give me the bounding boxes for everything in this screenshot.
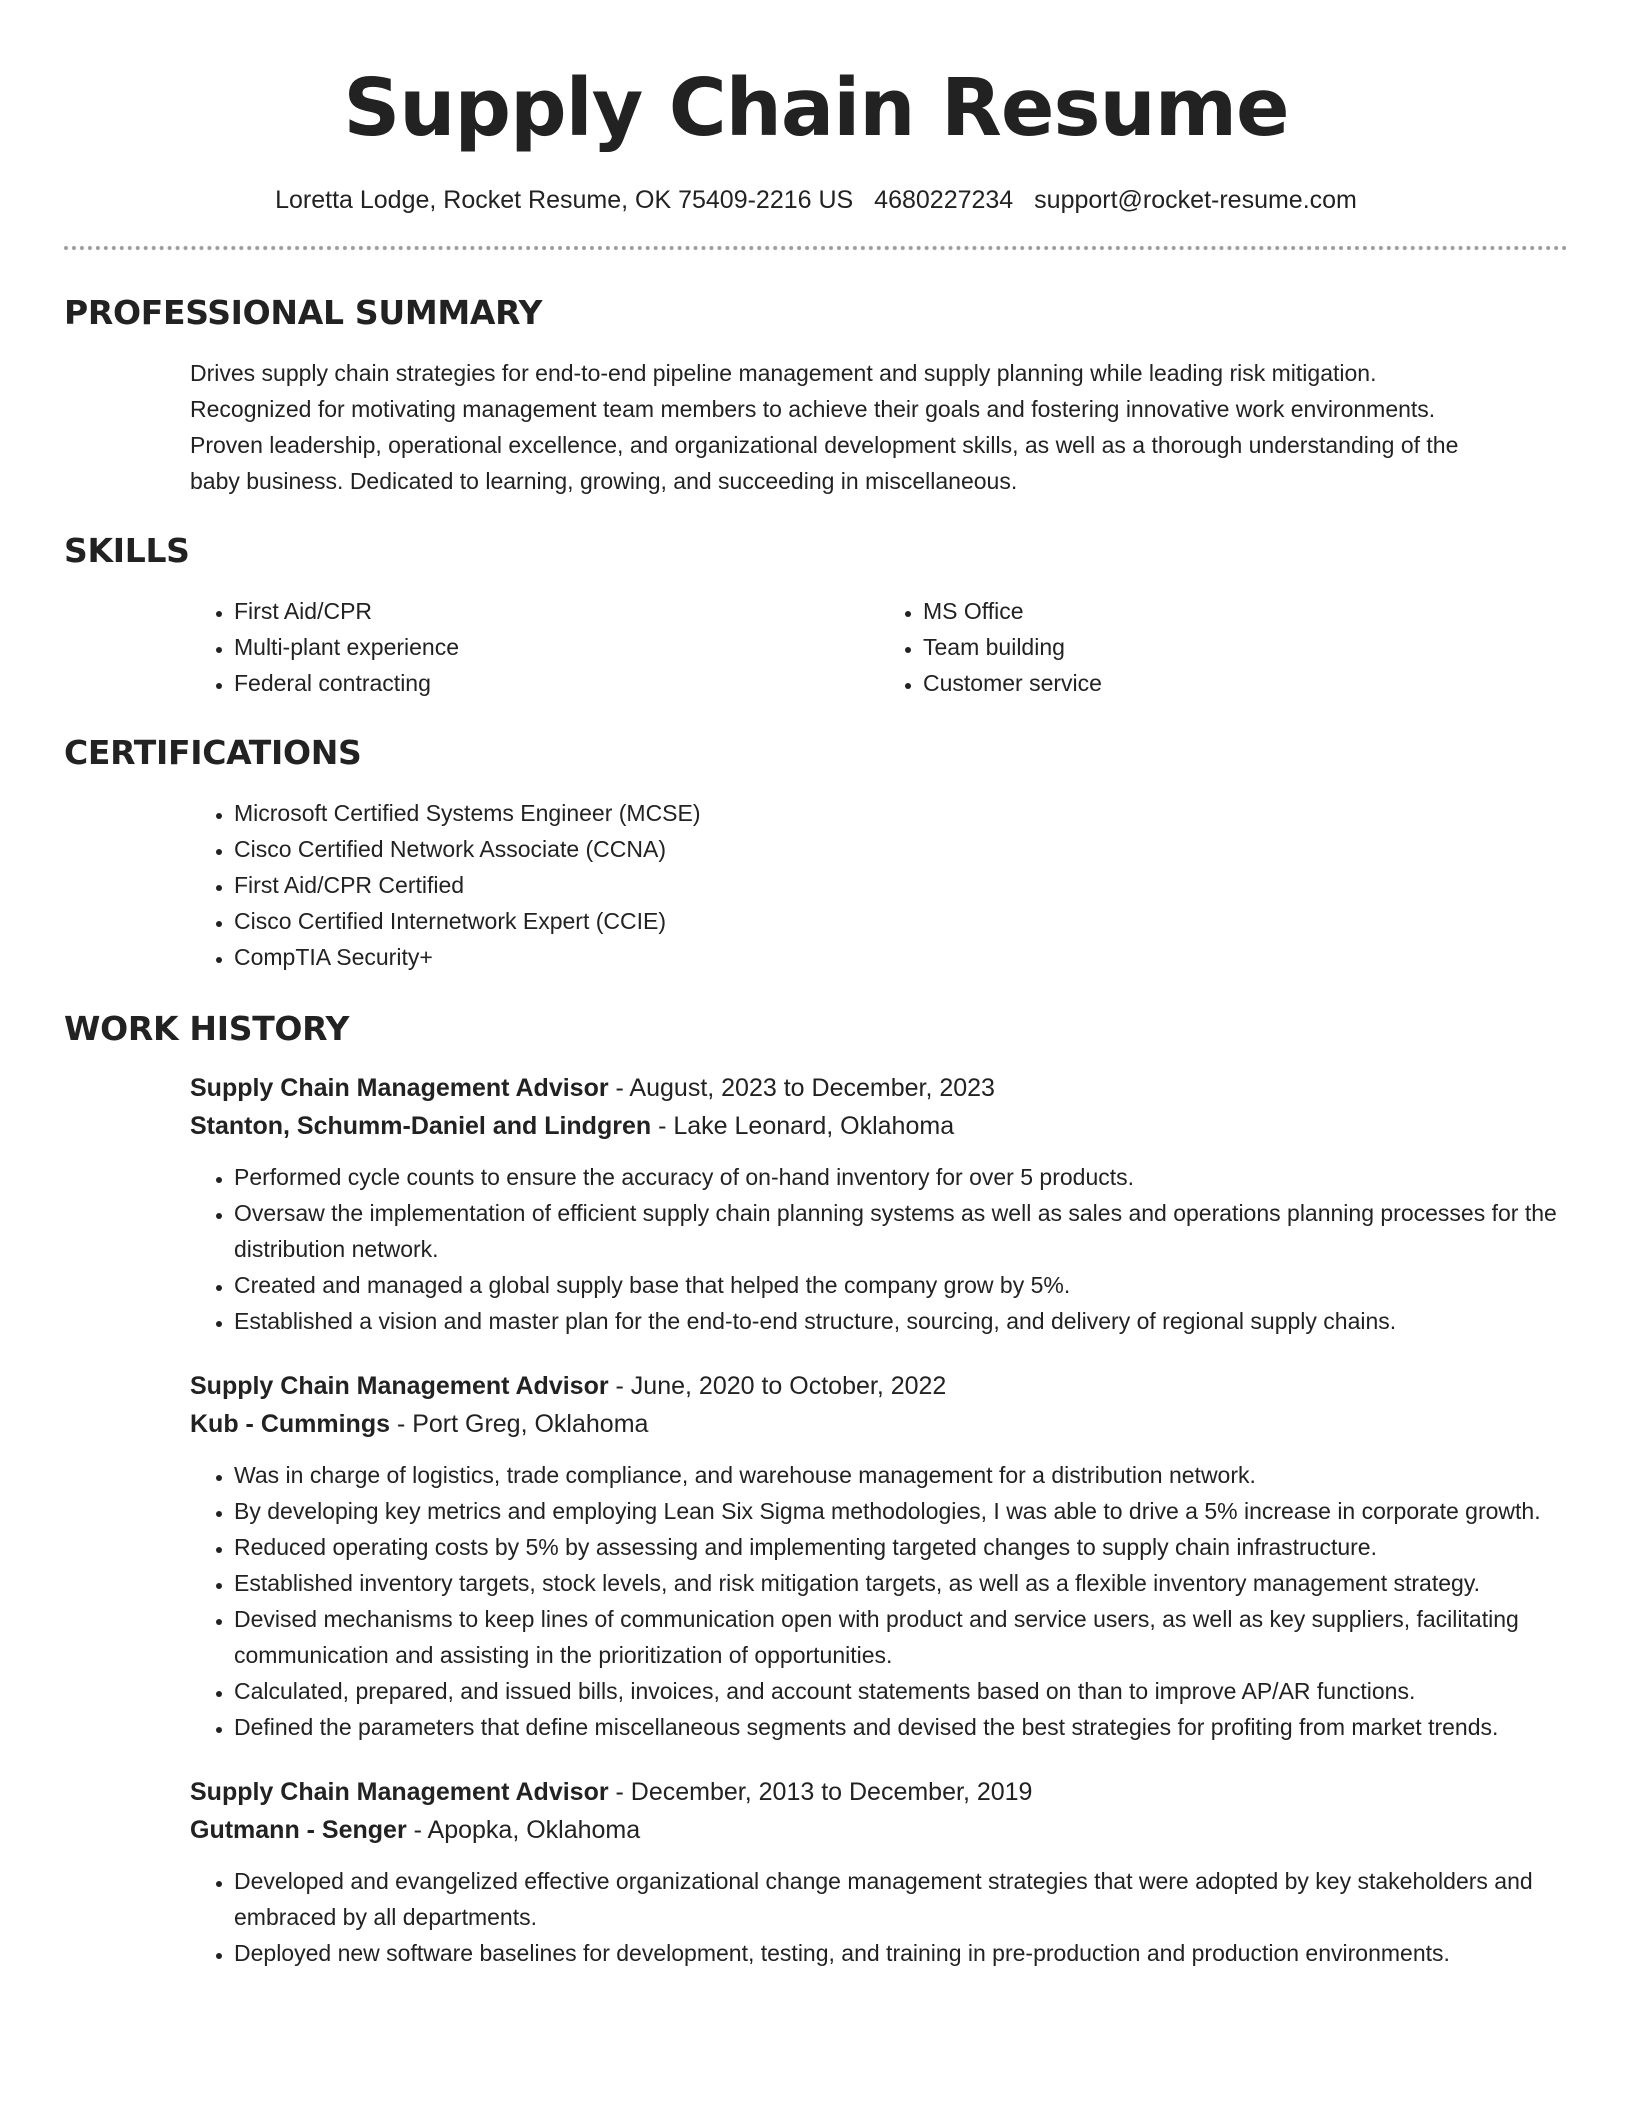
job-role: Supply Chain Management Advisor [190, 1074, 609, 1102]
job-bullet: • Established inventory targets, stock levels, and risk mitigation targets, as well as a flexible inventory management strategy. [234, 1565, 1568, 1601]
skill-item: • Multi-plant experience [234, 629, 879, 665]
summary-line: Recognized for motivating management team members to achieve their goals and fostering innovative work environments. [190, 396, 1436, 422]
job-title-line [190, 1773, 1568, 1811]
work-history-heading: WORK HISTORY [64, 1009, 350, 1048]
job-location: - Apopka, Oklahoma [406, 1816, 641, 1844]
job-company-line [190, 1811, 1568, 1849]
skill-item: • First Aid/CPR [234, 593, 879, 629]
summary-line: baby business. Dedicated to learning, growing, and succeeding in miscellaneous. [190, 468, 1018, 494]
certification-item: • CompTIA Security+ [234, 939, 1568, 975]
summary-heading: PROFESSIONAL SUMMARY [64, 293, 543, 332]
job-bullet: • Defined the parameters that define miscellaneous segments and devised the best strategies for profiting from market trends. [234, 1709, 1568, 1745]
job-bullet: • Oversaw the implementation of efficient supply chain planning systems as well as sales and operations planning processes for the distribution network. [234, 1195, 1568, 1267]
certification-item: • Cisco Certified Internetwork Expert (CCIE) [234, 903, 1568, 939]
job-bullet: • Devised mechanisms to keep lines of communication open with product and service users, as well as key suppliers, facilitating communication and assisting in the prioritization of opportunities. [234, 1601, 1568, 1673]
job-bullet: • Calculated, prepared, and issued bills, invoices, and account statements based on than to improve AP/AR functions. [234, 1673, 1568, 1709]
skills-heading: SKILLS [64, 531, 190, 570]
job-bullet: • Created and managed a global supply base that helped the company grow by 5%. [234, 1267, 1568, 1303]
skills-list [190, 593, 1568, 701]
job-entry [190, 1069, 1568, 1339]
job-role: Supply Chain Management Advisor [190, 1778, 609, 1806]
job-entry [190, 1773, 1568, 1971]
job-location: - Port Greg, Oklahoma [390, 1410, 649, 1438]
skills-column-left [190, 593, 879, 701]
summary-line: Drives supply chain strategies for end-to-end pipeline management and supply planning while leading risk mitigation. [190, 360, 1377, 386]
job-company-line [190, 1405, 1568, 1443]
contact-phone: 4680227234 [874, 186, 1014, 214]
job-bullet: • Deployed new software baselines for development, testing, and training in pre-production and production environments. [234, 1935, 1568, 1971]
job-bullets [190, 1457, 1568, 1745]
contact-email: support@rocket-resume.com [1034, 186, 1357, 214]
summary-text [190, 355, 1568, 499]
certifications-heading: CERTIFICATIONS [64, 733, 362, 772]
resume-name: Supply Chain Resume [343, 62, 1289, 154]
certification-item: • Cisco Certified Network Associate (CCNA) [234, 831, 1568, 867]
contact-address: Loretta Lodge, Rocket Resume, OK 75409-2216 US [275, 186, 854, 214]
header-divider [64, 246, 1568, 250]
certification-item: • First Aid/CPR Certified [234, 867, 1568, 903]
job-role: Supply Chain Management Advisor [190, 1372, 609, 1400]
job-bullets [190, 1863, 1568, 1971]
job-bullet: • Developed and evangelized effective organizational change management strategies that were adopted by key stakeholders and embraced by all departments. [234, 1863, 1568, 1935]
job-bullet: • Performed cycle counts to ensure the accuracy of on-hand inventory for over 5 products. [234, 1159, 1568, 1195]
job-company: Stanton, Schumm-Daniel and Lindgren [190, 1112, 652, 1140]
job-bullets [190, 1159, 1568, 1339]
job-dates: - June, 2020 to October, 2022 [608, 1372, 947, 1400]
job-bullet: • By developing key metrics and employing Lean Six Sigma methodologies, I was able to drive a 5% increase in corporate growth. [234, 1493, 1568, 1529]
certification-item: • Microsoft Certified Systems Engineer (MCSE) [234, 795, 1568, 831]
job-title-line [190, 1069, 1568, 1107]
summary-line: Proven leadership, operational excellence, and organizational development skills, as well as a thorough understanding of the [190, 432, 1459, 458]
job-company-line [190, 1107, 1568, 1145]
job-dates: - August, 2023 to December, 2023 [608, 1074, 995, 1102]
job-entry [190, 1367, 1568, 1745]
contact-line [64, 184, 1568, 216]
certifications-list [190, 795, 1568, 975]
job-bullet: • Reduced operating costs by 5% by assessing and implementing targeted changes to supply chain infrastructure. [234, 1529, 1568, 1565]
job-title-line [190, 1367, 1568, 1405]
job-bullet: • Established a vision and master plan for the end-to-end structure, sourcing, and delivery of regional supply chains. [234, 1303, 1568, 1339]
certifications-bullets [190, 795, 1568, 975]
job-bullet: • Was in charge of logistics, trade compliance, and warehouse management for a distribution network. [234, 1457, 1568, 1493]
job-company: Gutmann - Senger [190, 1816, 407, 1844]
job-location: - Lake Leonard, Oklahoma [651, 1112, 955, 1140]
job-dates: - December, 2013 to December, 2019 [608, 1778, 1033, 1806]
skills-column-right [879, 593, 1568, 701]
skill-item: • Team building [923, 629, 1568, 665]
skill-item: • Customer service [923, 665, 1568, 701]
skill-item: • MS Office [923, 593, 1568, 629]
skill-item: • Federal contracting [234, 665, 879, 701]
job-company: Kub - Cummings [190, 1410, 390, 1438]
